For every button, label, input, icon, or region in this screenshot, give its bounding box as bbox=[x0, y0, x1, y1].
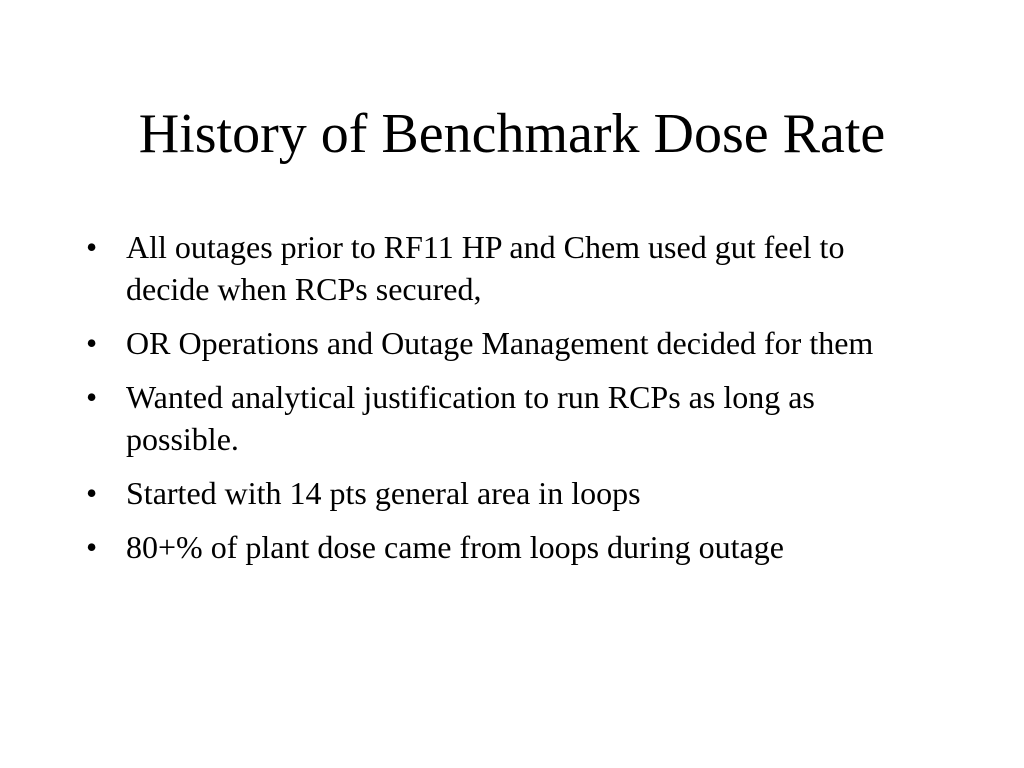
bullet-icon: • bbox=[86, 529, 98, 565]
bullet-item bbox=[78, 472, 928, 514]
bullet-text: Wanted analytical justification to run RCPs as long as possible. bbox=[126, 379, 815, 457]
bullet-item bbox=[78, 376, 928, 460]
bullet-icon: • bbox=[86, 229, 98, 265]
bullet-icon: • bbox=[86, 379, 98, 415]
bullet-list bbox=[78, 226, 928, 580]
bullet-item bbox=[78, 526, 928, 568]
bullet-item bbox=[78, 322, 928, 364]
bullet-icon: • bbox=[86, 325, 98, 361]
bullet-text: Started with 14 pts general area in loops bbox=[126, 475, 641, 511]
bullet-item bbox=[78, 226, 928, 310]
bullet-icon: • bbox=[86, 475, 98, 511]
bullet-text: 80+% of plant dose came from loops during outage bbox=[126, 529, 784, 565]
bullet-text: All outages prior to RF11 HP and Chem used gut feel to decide when RCPs secured, bbox=[126, 229, 845, 307]
bullet-text: OR Operations and Outage Management decided for them bbox=[126, 325, 874, 361]
slide-title: History of Benchmark Dose Rate bbox=[138, 103, 886, 165]
